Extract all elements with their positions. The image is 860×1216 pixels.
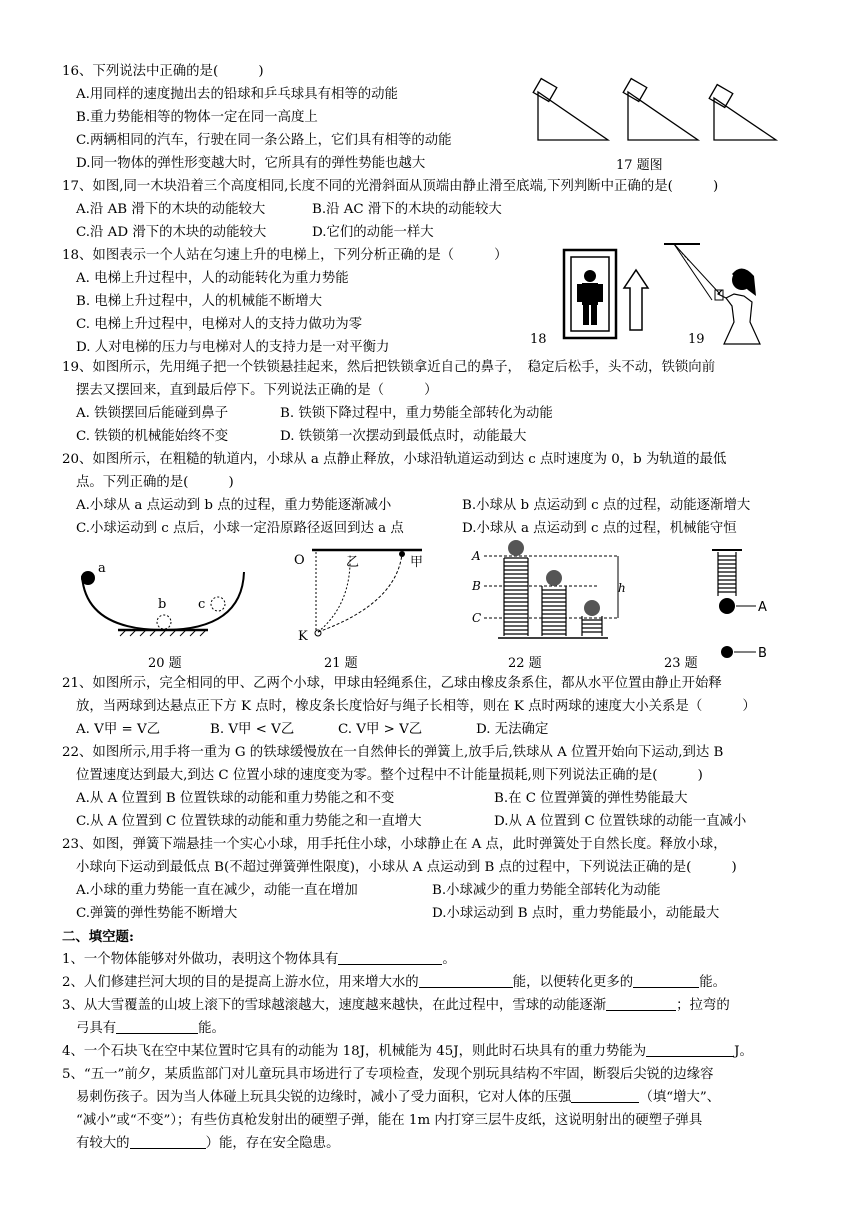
q16-stem: 16、下列说法中正确的是( ) xyxy=(62,64,264,79)
fill-3-line2 xyxy=(76,1019,225,1039)
fill-1-end: 。 xyxy=(442,952,456,967)
q17-option-a: A.沿 AB 滑下的木块的动能较大 xyxy=(76,202,266,217)
q22-stem-line2: 位置速度达到最大,到达 C 位置小球的速度变为零。整个过程中不计能量损耗,则下列说法正确的是( ) xyxy=(76,768,703,783)
fill-5-blank-2[interactable] xyxy=(130,1134,206,1149)
q20-option-b: B.小球从 b 点运动到 c 点的过程，动能逐渐增大 xyxy=(462,498,751,513)
q22-option-c: C.从 A 位置到 C 位置铁球的动能和重力势能之和一直增大 xyxy=(76,814,422,829)
figure-22-caption: 22 题 xyxy=(508,656,542,671)
fill-1-text: 1、一个物体能够对外做功，表明这个物体具有 xyxy=(62,952,339,967)
label-yi: 乙 xyxy=(346,555,360,570)
q23-option-d: D.小球运动到 B 点时，重力势能最小，动能最大 xyxy=(432,906,720,921)
q17-option-b: B.沿 AC 滑下的木块的动能较大 xyxy=(312,202,502,217)
section-2-heading: 二、填空题: xyxy=(62,929,134,945)
q20-option-d: D.小球从 a 点运动到 c 点的过程，机械能守恒 xyxy=(462,521,737,536)
q19-option-d: D. 铁锁第一次摆动到最低点时，动能最大 xyxy=(280,429,527,444)
q18-option-a: A. 电梯上升过程中，人的动能转化为重力势能 xyxy=(76,271,349,286)
label-B23: B xyxy=(758,646,767,661)
fill-5-text: 易刺伤孩子。因为当人体碰上玩具尖锐的边缘时，减小了受力面积，它对人体的压强 xyxy=(76,1090,572,1105)
fill-2-text: 2、人们修建拦河大坝的目的是提高上游水位，用来增大水的 xyxy=(62,975,419,990)
fill-5-text-2: 有较大的 xyxy=(76,1136,130,1151)
q19-option-a: A. 铁锁摆回后能碰到鼻子 xyxy=(76,406,229,421)
label-a: a xyxy=(98,561,106,576)
figure-19-pendulum xyxy=(660,240,770,345)
label-C22: C xyxy=(472,611,482,625)
fill-2 xyxy=(62,973,726,993)
fill-5-line2 xyxy=(76,1088,720,1108)
fill-4-blank[interactable] xyxy=(646,1042,734,1057)
q22-option-a: A.从 A 位置到 B 位置铁球的动能和重力势能之和不变 xyxy=(76,791,395,806)
fill-3-mid: ；拉弯的 xyxy=(676,998,730,1013)
q21-option-a: A. V甲 = V乙 xyxy=(76,722,161,737)
q17-option-c: C.沿 AD 滑下的木块的动能较大 xyxy=(76,225,267,240)
label-A23: A xyxy=(758,600,767,615)
label-A22: A xyxy=(472,549,481,563)
q22-option-d: D.从 A 位置到 C 位置铁球的动能一直减小 xyxy=(494,814,747,829)
q20-option-c: C.小球运动到 c 点后，小球一定沿原路径返回到达 a 点 xyxy=(76,521,404,536)
figure-20-track xyxy=(78,556,248,646)
q20-stem-line1: 20、如图所示，在粗糙的轨道内，小球从 a 点静止释放，小球沿轨道运动到达 c 点时速度为 0，b 为轨道的最低 xyxy=(62,452,727,467)
label-h: h xyxy=(618,581,626,595)
q16-option-b: B.重力势能相等的物体一定在同一高度上 xyxy=(76,110,318,125)
figure-22-springs xyxy=(468,536,638,648)
q18-stem: 18、如图表示一个人站在匀速上升的电梯上，下列分析正确的是（ ） xyxy=(62,248,508,263)
fill-2-end: 能。 xyxy=(699,975,726,990)
q17-stem: 17、如图,同一木块沿着三个高度相同,长度不同的光滑斜面从顶端由静止滑至底端,下列判断中正确的是( ) xyxy=(62,179,719,194)
q18-option-b: B. 电梯上升过程中，人的机械能不断增大 xyxy=(76,294,322,309)
fill-2-mid: 能，以便转化更多的 xyxy=(512,975,634,990)
label-O: O xyxy=(294,553,305,568)
q19-stem-line2: 摆去又摆回来，直到最后停下。下列说法正确的是（ ） xyxy=(76,383,438,398)
fill-3-line1 xyxy=(62,996,730,1016)
figure-20-caption: 20 题 xyxy=(148,656,182,671)
fill-5-line4 xyxy=(76,1134,339,1154)
figure-19-caption: 19 xyxy=(688,332,705,347)
q19-option-b: B. 铁锁下降过程中，重力势能全部转化为动能 xyxy=(280,406,553,421)
fill-2-blank-1[interactable] xyxy=(419,973,513,988)
q18-option-d: D. 人对电梯的压力与电梯对人的支持力是一对平衡力 xyxy=(76,340,390,355)
q23-option-a: A.小球的重力势能一直在减少，动能一直在增加 xyxy=(76,883,358,898)
fill-5-line3: “减小”或“不变”）；有些仿真枪发射出的硬塑子弹，能在 1m 内打穿三层牛皮纸，这说明射出的硬塑子弹具 xyxy=(76,1113,703,1128)
q16-option-a: A.用同样的速度抛出去的铅球和乒乓球具有相等的动能 xyxy=(76,87,398,102)
label-jia: 甲 xyxy=(410,555,424,570)
label-K: K xyxy=(298,629,308,644)
q23-stem-line1: 23、如图，弹簧下端悬挂一个实心小球，用手托住小球，小球静止在 A 点，此时弹簧处于自然长度。释放小球， xyxy=(62,837,727,852)
q21-option-d: D. 无法确定 xyxy=(476,722,549,737)
fill-5-end: ）能，存在安全隐患。 xyxy=(205,1136,340,1151)
q18-option-c: C. 电梯上升过程中，电梯对人的支持力做功为零 xyxy=(76,317,363,332)
q21-stem-line2: 放，当两球到达悬点正下方 K 点时，橡皮条长度恰好与绳子长相等，则在 K 点时两球的速度大小关系是（ ） xyxy=(76,699,756,714)
fill-3-text: 3、从大雪覆盖的山坡上滚下的雪球越滚越大，速度越来越快，在此过程中，雪球的动能逐渐 xyxy=(62,998,607,1013)
fill-1 xyxy=(62,950,456,970)
fill-3-text-2: 弓具有 xyxy=(76,1021,117,1036)
fill-4-text: 4、一个石块飞在空中某位置时它具有的动能为 18J，机械能为 45J，则此时石块具有的重力势能为 xyxy=(62,1044,647,1059)
q20-stem-line2: 点。下列正确的是( ) xyxy=(76,475,234,490)
fill-3-blank-2[interactable] xyxy=(116,1019,198,1034)
q17-option-d: D.它们的动能一样大 xyxy=(312,225,434,240)
fill-5-hint: （填“增大”、 xyxy=(639,1090,721,1105)
figure-17-inclines xyxy=(500,78,780,150)
figure-18-caption: 18 xyxy=(530,332,547,347)
fill-1-blank[interactable] xyxy=(338,950,442,965)
fill-3-blank-1[interactable] xyxy=(606,996,676,1011)
q19-option-c: C. 铁锁的机械能始终不变 xyxy=(76,429,229,444)
fill-5-line1: 5、“五一”前夕，某质监部门对儿童玩具市场进行了专项检查，发现个别玩具结构不牢固，断裂后尖锐的边缘容 xyxy=(62,1067,714,1082)
fill-4 xyxy=(62,1042,753,1062)
label-B22: B xyxy=(472,579,481,593)
fill-2-blank-2[interactable] xyxy=(633,973,699,988)
q19-stem-line1: 19、如图所示，先用绳子把一个铁锁悬挂起来，然后把铁锁拿近自己的鼻子， 稳定后松手，头不动，铁锁向前 xyxy=(62,360,716,375)
q21-option-b: B. V甲 < V乙 xyxy=(210,722,295,737)
q20-option-a: A.小球从 a 点运动到 b 点的过程，重力势能逐渐减小 xyxy=(76,498,392,513)
q21-option-c: C. V甲 > V乙 xyxy=(338,722,423,737)
fill-4-end: J。 xyxy=(734,1044,753,1059)
figure-23-spring xyxy=(700,548,780,660)
fill-5-blank-1[interactable] xyxy=(571,1088,639,1103)
label-c: c xyxy=(198,597,206,612)
q23-option-b: B.小球减少的重力势能全部转化为动能 xyxy=(432,883,661,898)
figure-17-caption: 17 题图 xyxy=(616,158,663,173)
figure-23-caption: 23 题 xyxy=(664,656,698,671)
q22-stem-line1: 22、如图所示,用手将一重为 G 的铁球缓慢放在一自然伸长的弹簧上,放手后,铁球从 A 位置开始向下运动,到达 B xyxy=(62,745,724,760)
q23-option-c: C.弹簧的弹性势能不断增大 xyxy=(76,906,238,921)
figure-21-caption: 21 题 xyxy=(324,656,358,671)
q16-option-d: D.同一物体的弹性形变越大时，它所具有的弹性势能也越大 xyxy=(76,156,426,171)
figure-21-pendulums xyxy=(292,544,432,644)
q16-option-c: C.两辆相同的汽车，行驶在同一条公路上，它们具有相等的动能 xyxy=(76,133,452,148)
q22-option-b: B.在 C 位置弹簧的弹性势能最大 xyxy=(494,791,688,806)
fill-3-end: 能。 xyxy=(198,1021,225,1036)
figure-18-elevator xyxy=(556,246,656,346)
q21-stem-line1: 21、如图所示，完全相同的甲、乙两个小球，甲球由轻绳系住，乙球由橡皮条系住，都从水平位置由静止开始释 xyxy=(62,676,722,691)
label-b: b xyxy=(158,597,167,612)
q23-stem-line2: 小球向下运动到最低点 B(不超过弹簧弹性限度)，小球从 A 点运动到 B 点的过程中，下列说法正确的是( ) xyxy=(76,860,737,875)
